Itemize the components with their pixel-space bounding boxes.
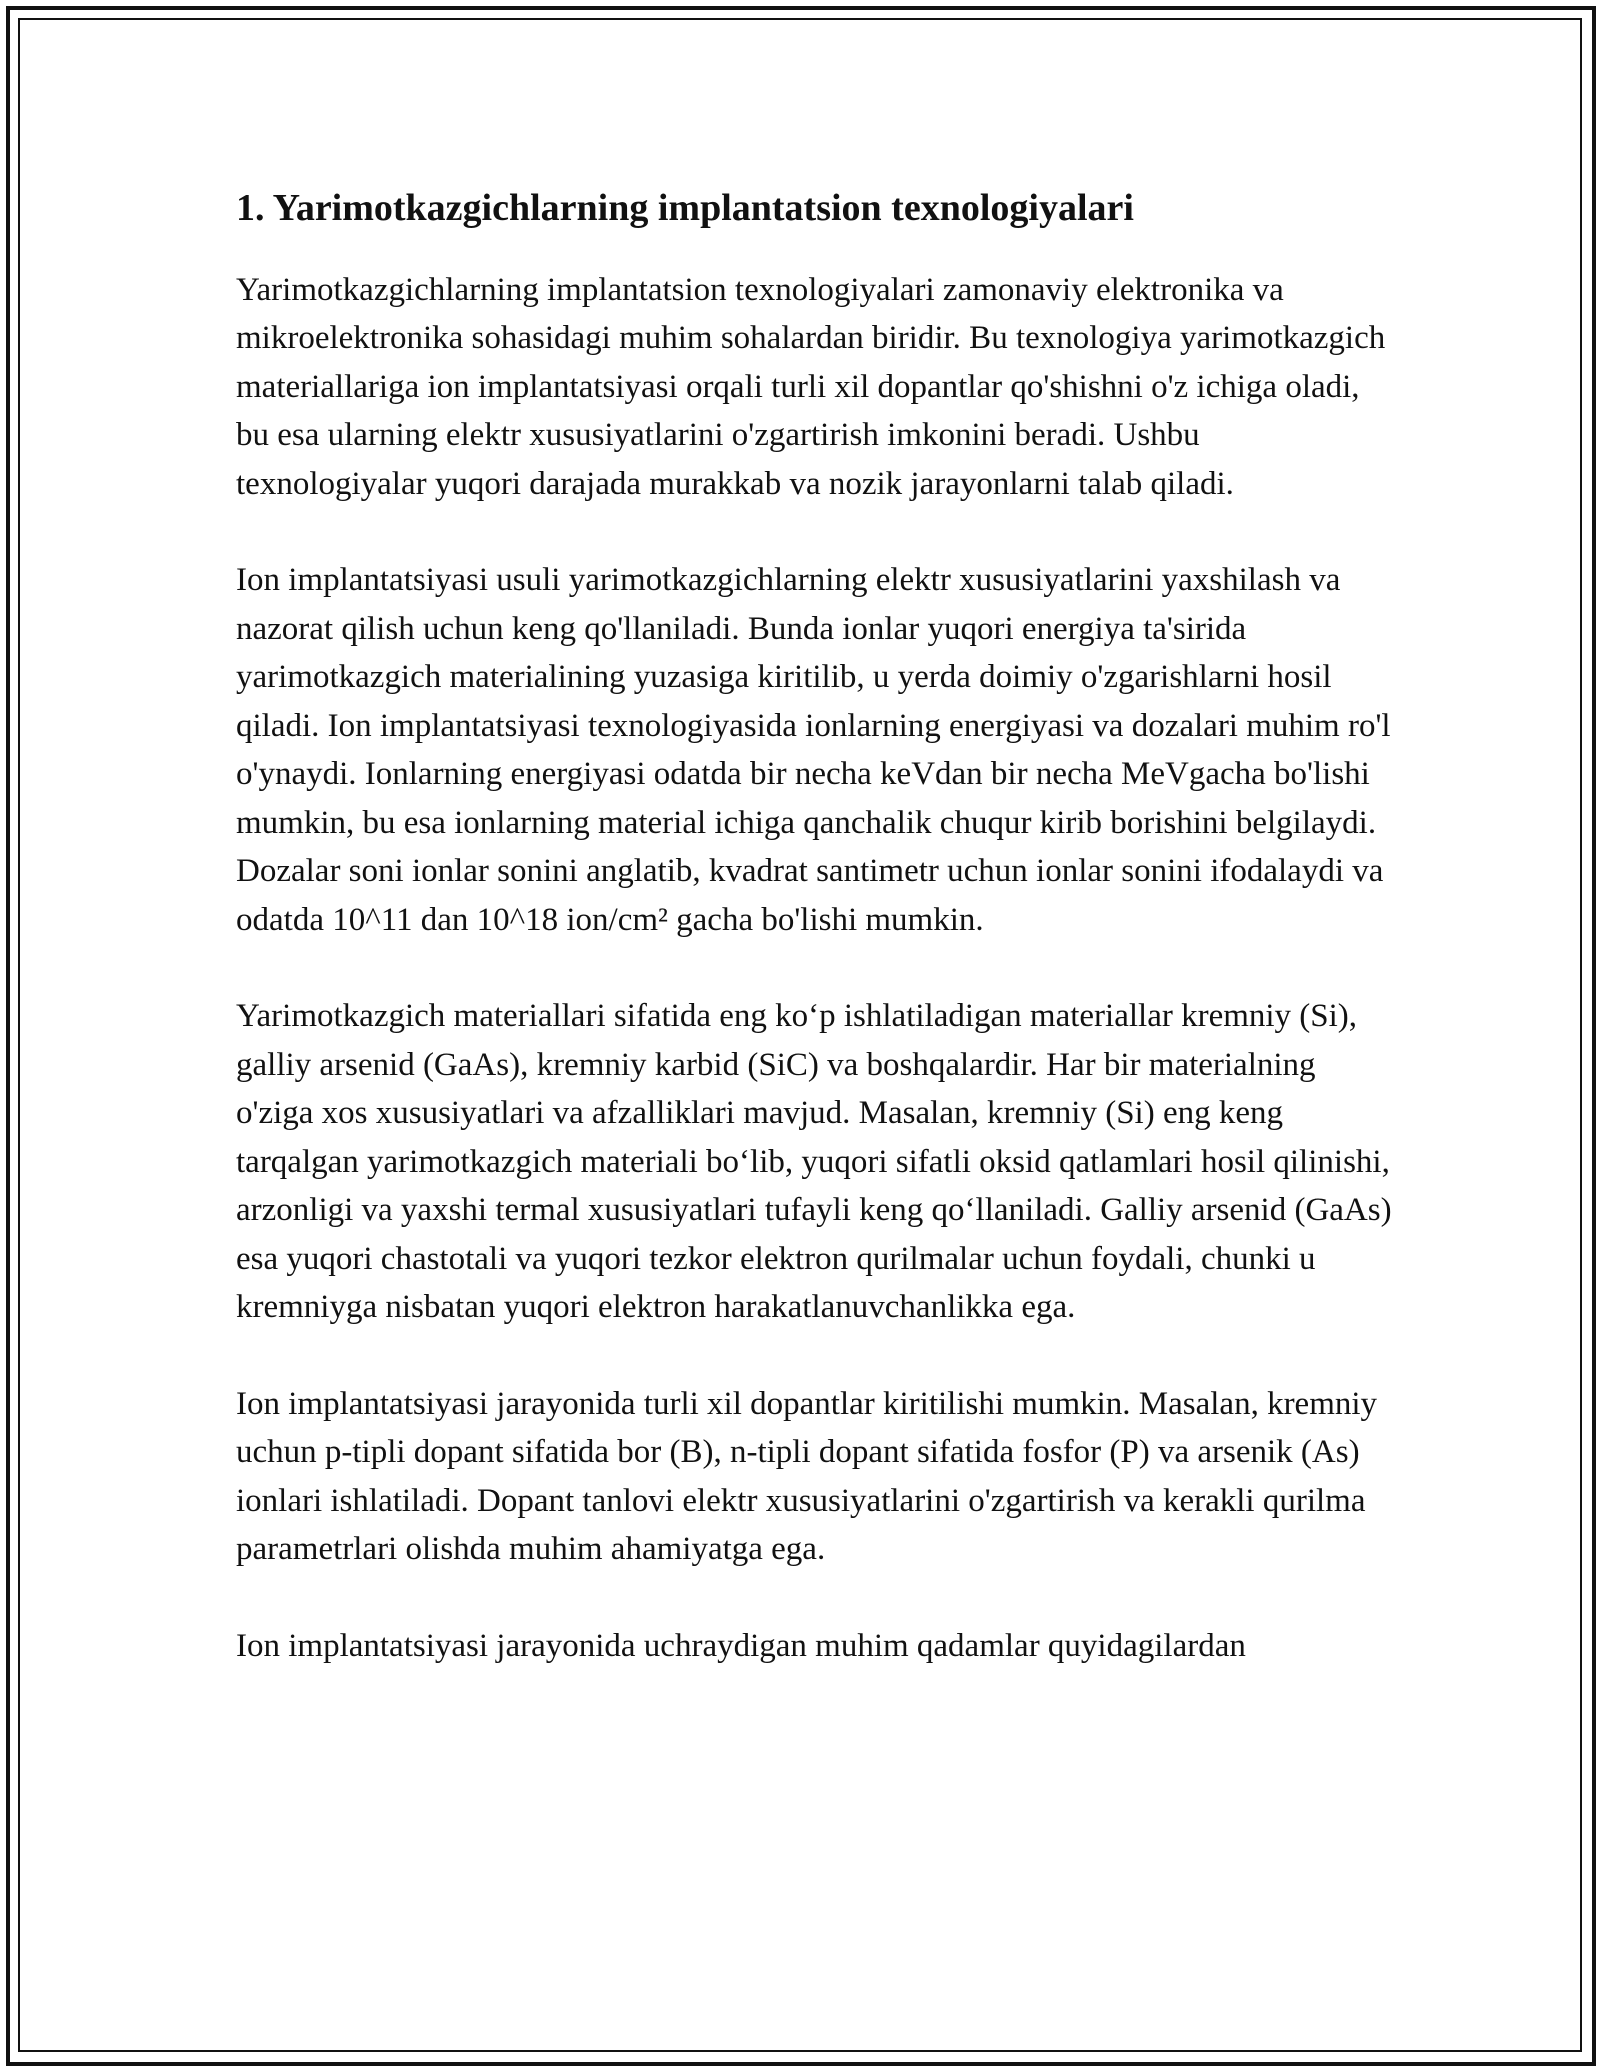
paragraph-dopants: Ion implantatsiyasi jarayonida turli xil dopantlar kiritilishi mumkin. Masalan, kremniy uchun p-tipli dopant sifatida bor (B), n-tipli dopant sifatida fosfor (P) va arsenik (As) ionlari ishlatiladi. Dopant tanlovi elektr xususiyatlarini o'zgartirish va kerakli qurilma parametrlari olishda muhim ahamiyatga ega. <box>236 1385 1378 1568</box>
paragraph-ion-implantation: Ion implantatsiyasi usuli yarimotkazgichlarning elektr xususiyatlarini yaxshilash va nazorat qilish uchun keng qo'llaniladi. Bunda ionlar yuqori energiya ta'sirida yarimotkazgich materialining yuzasiga kiritilib, u yerda doimiy o'zgarishlarni hosil qiladi. Ion implantatsiyasi texnologiyasida ionlarning energiyasi va dozalari muhim ro'l o'ynaydi. Ionlarning energiyasi odatda bir necha keVdan bir necha MeVgacha bo'lishi mumkin, bu esa ionlarning material ichiga qanchalik chuqur kirib borishini belgilaydi. Dozalar soni ionlar sonini anglatib, kvadrat santimetr uchun ionlar sonini ifodalaydi va odatda 10^11 dan 10^18 ion/cm² gacha bo'lishi mumkin. <box>236 562 1391 938</box>
section-heading: 1. Yarimotkazgichlarning implantatsion texnologiyalari <box>236 187 1134 229</box>
paragraph-intro: Yarimotkazgichlarning implantatsion texnologiyalari zamonaviy elektronika va mikroelektronika sohasidagi muhim sohalardan biridir. Bu texnologiya yarimotkazgich materiallariga ion implantatsiyasi orqali turli xil dopantlar qo'shishni o'z ichiga oladi, bu esa ularning elektr xususiyatlarini o'zgartirish imkonini beradi. Ushbu texnologiyalar yuqori darajada murakkab va nozik jarayonlarni talab qiladi. <box>236 271 1386 502</box>
paragraph-steps: Ion implantatsiyasi jarayonida uchraydigan muhim qadamlar quyidagilardan <box>236 1627 1246 1664</box>
paragraph-materials: Yarimotkazgich materiallari sifatida eng ko‘p ishlatiladigan materiallar kremniy (Si), galliy arsenid (GaAs), kremniy karbid (SiC) va boshqalardir. Har bir materialning o'ziga xos xususiyatlari va afzalliklari mavjud. Masalan, kremniy (Si) eng keng tarqalgan yarimotkazgich materiali bo‘lib, yuqori sifatli oksid qatlamlari hosil qilinishi, arzonligi va yaxshi termal xususiyatlari tufayli keng qo‘llaniladi. Galliy arsenid (GaAs) esa yuqori chastotali va yuqori tezkor elektron qurilmalar uchun foydali, chunki u kremniyga nisbatan yuqori elektron harakatlanuvchanlikka ega. <box>236 998 1392 1326</box>
document-body <box>236 186 1396 1718</box>
